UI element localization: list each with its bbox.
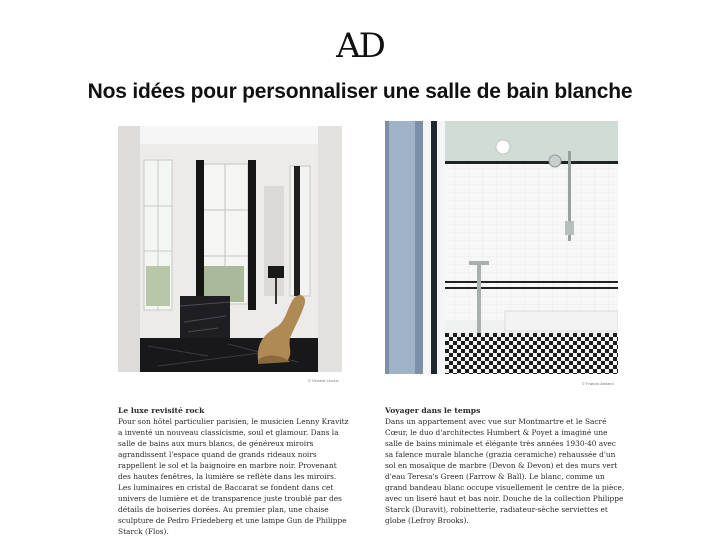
caption-heading: Le luxe revisité rock: [118, 406, 205, 415]
caption-body: Pour son hôtel particulier parisien, le musicien Lenny Kravitz a inventé un nouveau classicisme, soul et glamour. Dans la salle de bains aux murs blancs, de généreux miroirs agrandissent l'espace quand de grands rideaux noirs rappellent le sol et la baignoire en marbre noir. Provenant des hautes fenêtres, la lumière se reflète dans les miroirs. Les luminaires en cristal de Baccarat se fondent dans cet univers de lumière et de transparence juste troublé par des détails de boiseries dorées. Au premier plan, une chaise sculpture de Pedro Friedeberg et une lampe Gun de Philippe Starck (Flos).: [118, 417, 349, 536]
magazine-logo[interactable]: AD: [336, 26, 384, 66]
caption-body: Dans un appartement avec vue sur Montmartre et le Sacré Cœur, le duo d'architectes Humbert & Poyet a imaginé une salle de bains minimale et élégante très années 1930-40 avec sa faïence murale blanche (grazia ceramiche) rehaussée d'un sol en mosaïque de marbre (Devon & Devon) et des murs vert d'eau Teresa's Green (Farrow & Ball). Le blanc, comme un grand bandeau blanc occupe visuellement le centre de la pièce, avec un liseré haut et bas noir. Douche de la collection Philippe Starck (Duravit), robinetterie, radiateur-sèche serviettes et globe (Lefroy Brooks).: [385, 417, 625, 525]
article-caption-rock: [118, 405, 350, 537]
photo-credit: © Vincent Leroux: [308, 378, 339, 383]
article-caption-travel: [385, 405, 625, 526]
page-title: Nos idées pour personnaliser une salle de bain blanche: [87, 80, 633, 103]
bathroom-photo-illustration: [118, 126, 342, 372]
photo-travel-in-time-bathroom: [385, 121, 618, 374]
photo-rock-luxury-bathroom: [118, 126, 342, 372]
caption-heading: Voyager dans le temps: [385, 406, 481, 415]
shower-photo-illustration: [385, 121, 618, 374]
photo-credit: © Francis Amiand: [582, 381, 614, 386]
